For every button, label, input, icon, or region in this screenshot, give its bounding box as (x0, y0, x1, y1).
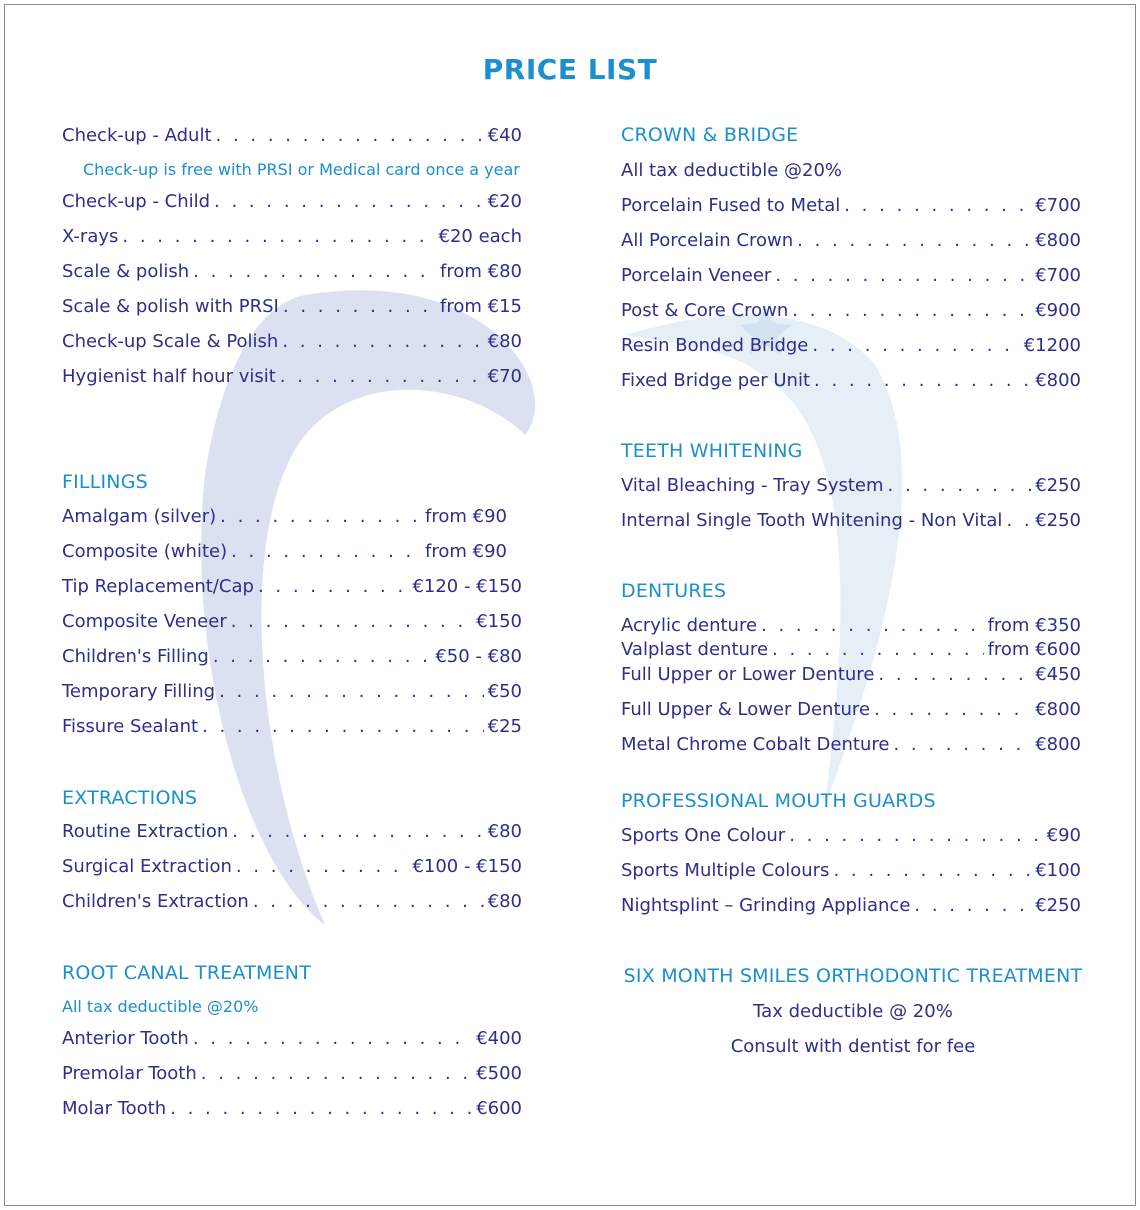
list-item: Full Upper & Lower Denture . . . €800 (621, 699, 1081, 721)
section-heading-dentures: DENTURES (621, 580, 727, 602)
list-item: Amalgam (silver) . . . from €90 (62, 506, 507, 528)
list-item: Internal Single Tooth Whitening - Non Vital . . . €250 (621, 510, 1081, 532)
tooth-logo-watermark-icon (5, 5, 1135, 1205)
price-list-page (4, 4, 1136, 1206)
free-checkup-note: Check-up is free with PRSI or Medical card once a year (83, 160, 520, 179)
crown-tax-note: All tax deductible @20% (621, 160, 843, 181)
list-item: Tip Replacement/Cap . . . €120 - €150 (62, 576, 522, 598)
section-heading-orthodontic: SIX MONTH SMILES ORTHODONTIC TREATMENT (623, 965, 1083, 987)
list-item: Children's Extraction . . . €80 (62, 891, 522, 913)
list-item: Premolar Tooth . . . €500 (62, 1063, 522, 1085)
list-item: Temporary Filling . . . €50 (62, 681, 522, 703)
list-item: Children's Filling . . . €50 - €80 (62, 646, 522, 668)
orthodontic-fee-note: Consult with dentist for fee (730, 1036, 976, 1057)
list-item: Check-up - Adult . . . €40 (62, 125, 522, 147)
list-item: Nightsplint – Grinding Appliance . . . €250 (621, 895, 1081, 917)
list-item: Resin Bonded Bridge . . . €1200 (621, 335, 1081, 357)
list-item: Fissure Sealant . . . €25 (62, 716, 522, 738)
list-item: Scale & polish . . . from €80 (62, 261, 522, 283)
list-item: Full Upper or Lower Denture . . . €450 (621, 664, 1081, 686)
list-item: Routine Extraction . . . €80 (62, 821, 522, 843)
section-heading-root-canal: ROOT CANAL TREATMENT (62, 962, 312, 984)
page-title: PRICE LIST (482, 53, 658, 86)
list-item: Post & Core Crown . . . €900 (621, 300, 1081, 322)
list-item: Sports One Colour . . . €90 (621, 825, 1081, 847)
list-item: Anterior Tooth . . . €400 (62, 1028, 522, 1050)
list-item: Sports Multiple Colours . . . €100 (621, 860, 1081, 882)
list-item: Acrylic denture . . . from €350 (621, 615, 1081, 637)
list-item: Check-up Scale & Polish . . . €80 (62, 331, 522, 353)
list-item: Valplast denture . . . from €600 (621, 639, 1081, 661)
list-item: Surgical Extraction . . . €100 - €150 (62, 856, 522, 878)
section-heading-extractions: EXTRACTIONS (62, 787, 198, 809)
section-heading-mouth-guards: PROFESSIONAL MOUTH GUARDS (621, 790, 936, 812)
list-item: Vital Bleaching - Tray System . . . €250 (621, 475, 1081, 497)
section-heading-whitening: TEETH WHITENING (621, 440, 803, 462)
list-item: X-rays . . . €20 each (62, 226, 522, 248)
section-heading-crown-bridge: CROWN & BRIDGE (621, 124, 799, 146)
list-item: Metal Chrome Cobalt Denture . . . €800 (621, 734, 1081, 756)
list-item: Molar Tooth . . . €600 (62, 1098, 522, 1120)
list-item: Fixed Bridge per Unit . . . €800 (621, 370, 1081, 392)
list-item: Composite (white) . . . from €90 (62, 541, 507, 563)
list-item: Porcelain Veneer . . . €700 (621, 265, 1081, 287)
section-heading-fillings: FILLINGS (62, 471, 148, 493)
list-item: Check-up - Child . . . €20 (62, 191, 522, 213)
list-item: Scale & polish with PRSI . . . from €15 (62, 296, 522, 318)
list-item: Composite Veneer . . . €150 (62, 611, 522, 633)
orthodontic-tax-note: Tax deductible @ 20% (753, 1001, 953, 1022)
list-item: Porcelain Fused to Metal . . . €700 (621, 195, 1081, 217)
list-item: All Porcelain Crown . . . €800 (621, 230, 1081, 252)
list-item: Hygienist half hour visit . . . €70 (62, 366, 522, 388)
root-canal-tax-note: All tax deductible @20% (62, 997, 259, 1016)
